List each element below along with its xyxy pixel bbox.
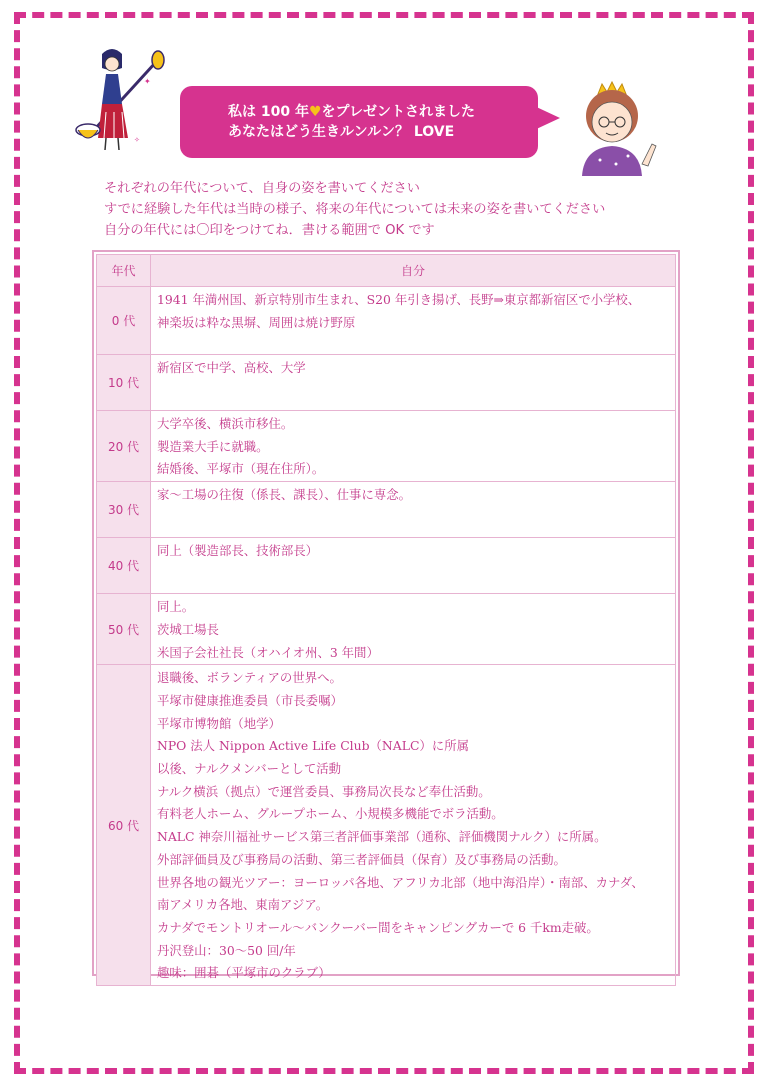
content-cell bbox=[151, 482, 676, 538]
content-line: 南アメリカ各地、東南アジア。 bbox=[157, 897, 329, 913]
content-line: NPO 法人 Nippon Active Life Club（NALC）に所属 bbox=[157, 738, 469, 754]
content-cell bbox=[151, 538, 676, 594]
age-cell: 0 代 bbox=[97, 287, 151, 355]
table-row bbox=[97, 594, 676, 665]
bubble-line-1 bbox=[228, 102, 538, 122]
heart-icon: ♥ bbox=[308, 104, 322, 120]
content-line: 大学卒後、横浜市移住。 bbox=[157, 416, 294, 431]
age-cell: 30 代 bbox=[97, 482, 151, 538]
content-line: 神楽坂は粋な黒塀、周囲は焼け野原 bbox=[157, 314, 356, 330]
instruction-line: それぞれの年代について、自身の姿を書いてください bbox=[104, 181, 420, 196]
content-line: 新宿区で中学、高校、大学 bbox=[157, 360, 306, 375]
svg-text:✦: ✦ bbox=[144, 77, 151, 86]
table-header-row bbox=[97, 255, 676, 287]
age-column-header: 年代 bbox=[97, 255, 151, 287]
content-line: NALC 神奈川福祉サービス第三者評価事業部（通称、評価機関ナルク）に所属。 bbox=[157, 829, 607, 845]
content-line: 平塚市博物館（地学） bbox=[157, 715, 281, 731]
age-cell: 50 代 bbox=[97, 594, 151, 665]
table-row bbox=[97, 287, 676, 355]
content-cell bbox=[151, 411, 676, 482]
content-cell bbox=[151, 594, 676, 665]
content-line: 有料老人ホーム、グループホーム、小規模多機能でボラ活動。 bbox=[157, 806, 504, 822]
content-line: カナダでモントリオール～バンクーバー間をキャンピングカーで 6 千km走破。 bbox=[157, 919, 599, 935]
content-line: 1941 年満州国、新京特別市生まれ、S20 年引き揚げ、長野⇒東京都新宿区で小学校、 bbox=[157, 292, 641, 307]
content-line: 以後、ナルクメンバーとして活動 bbox=[157, 761, 341, 777]
content-line: 製造業大手に就職。 bbox=[157, 438, 269, 454]
content-cell bbox=[151, 287, 676, 355]
content-line: 退職後、ボランティアの世界へ。 bbox=[157, 670, 342, 686]
content-line: 同上。 bbox=[157, 599, 195, 615]
content-line: ナルク横浜（拠点）で運営委員、事務局次長など奉仕活動。 bbox=[157, 783, 491, 799]
table-row bbox=[97, 355, 676, 411]
content-line: 茨城工場長 bbox=[157, 621, 219, 637]
instruction-line: 自分の年代には〇印をつけてね．書ける範囲で OK です bbox=[104, 223, 435, 238]
table-row bbox=[97, 665, 676, 986]
age-cell: 40 代 bbox=[97, 538, 151, 594]
svg-text:✧: ✧ bbox=[134, 136, 140, 144]
table-row bbox=[97, 411, 676, 482]
content-line: 世界各地の観光ツアー：ヨーロッパ各地、アフリカ北部（地中海沿岸）・南部、カナダ、 bbox=[157, 874, 644, 890]
content-line: 米国子会社社長（オハイオ州、3 年間） bbox=[157, 644, 379, 660]
instructions bbox=[104, 178, 605, 241]
bubble-line-1-end: をプレゼントされました bbox=[321, 104, 475, 120]
content-line: 同上（製造部長、技術部長） bbox=[157, 543, 319, 559]
age-cell: 60 代 bbox=[97, 665, 151, 986]
content-line: 外部評価員及び事務局の活動、第三者評価員（保育）及び事務局の活動。 bbox=[157, 851, 566, 867]
content-cell bbox=[151, 355, 676, 411]
speech-bubble bbox=[180, 86, 538, 158]
bubble-line-1-start: 私は 100 年 bbox=[228, 104, 309, 120]
instruction-line: すでに経験した年代は当時の様子、将来の年代については未来の姿を書いてください bbox=[104, 202, 606, 217]
life-timeline-table bbox=[92, 250, 680, 981]
age-cell: 10 代 bbox=[97, 355, 151, 411]
content-line: 平塚市健康推進委員（市長委嘱） bbox=[157, 692, 343, 708]
crowned-woman-illustration bbox=[560, 80, 670, 176]
bubble-line-2: あなたはどう生きルンルン？ LOVE bbox=[228, 124, 455, 140]
content-line: 家～工場の往復（係長、課長）、仕事に専念。 bbox=[157, 487, 412, 503]
table-row bbox=[97, 482, 676, 538]
age-cell: 20 代 bbox=[97, 411, 151, 482]
table-row bbox=[97, 538, 676, 594]
content-cell bbox=[151, 665, 676, 986]
girl-with-wand-illustration bbox=[72, 42, 172, 154]
self-column-header: 自分 bbox=[151, 255, 676, 287]
content-line: 趣味：囲碁（平塚市のクラブ） bbox=[157, 965, 331, 981]
content-line: 丹沢登山：30～50 回/年 bbox=[157, 942, 296, 958]
content-line: 結婚後、平塚市（現在住所）。 bbox=[157, 461, 325, 477]
